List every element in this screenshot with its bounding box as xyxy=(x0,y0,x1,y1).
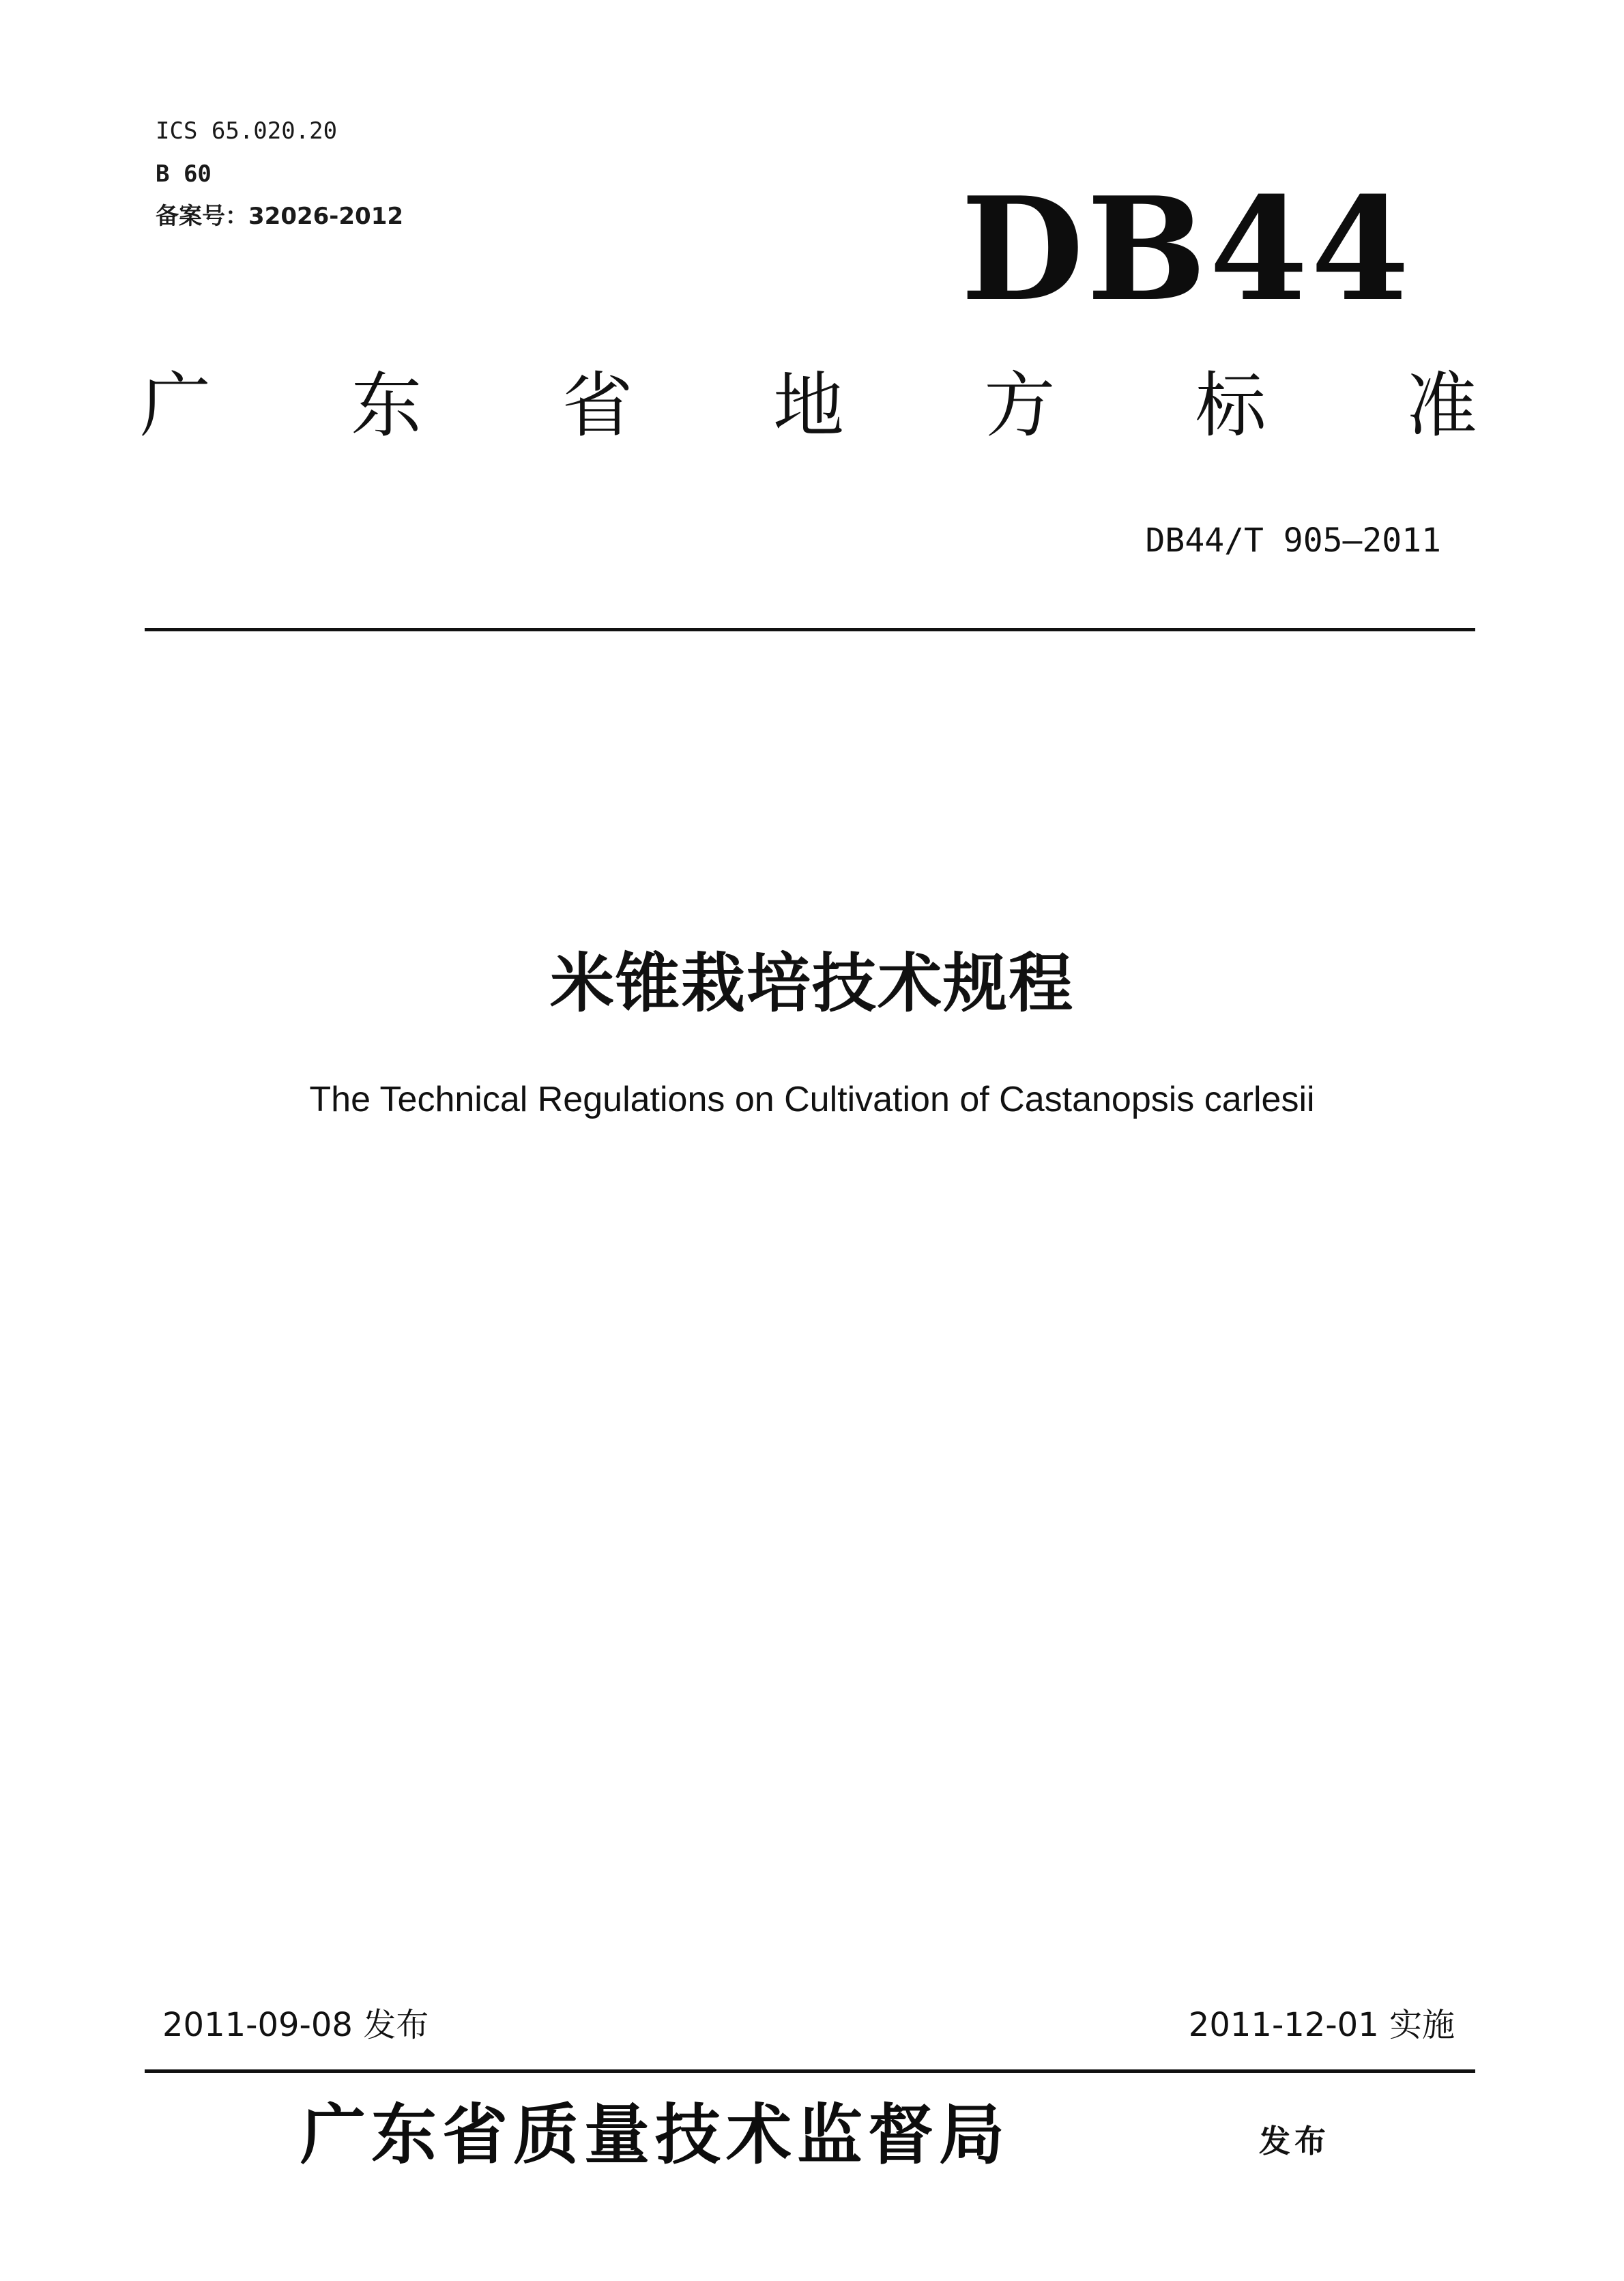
implement-date: 2011-12-01 实施 xyxy=(1188,2006,1455,2044)
standard-type-char: 准 xyxy=(1406,364,1477,447)
standard-type xyxy=(140,364,1477,447)
standard-type-char: 省 xyxy=(562,364,633,447)
title-chinese: 米锥栽培技术规程 xyxy=(549,947,1074,1021)
issue-label: 发布 xyxy=(1259,2123,1330,2160)
ics-code: ICS 65.020.20 xyxy=(156,117,338,145)
standard-type-char: 标 xyxy=(1195,364,1266,447)
standard-type-char: 方 xyxy=(984,364,1056,447)
standard-code: DB44 xyxy=(961,167,1412,333)
issue-date: 2011-09-08 发布 xyxy=(162,2006,429,2044)
standard-type-char: 东 xyxy=(351,364,422,447)
issuer-name: 广东省质量技术监督局 xyxy=(300,2096,1010,2173)
bottom-divider xyxy=(145,2069,1475,2073)
ccs-code: B 60 xyxy=(156,160,212,188)
standard-number: DB44/T 905—2011 xyxy=(1145,521,1441,560)
standard-type-char: 广 xyxy=(140,364,212,447)
standard-type-char: 地 xyxy=(772,364,844,447)
top-divider xyxy=(145,628,1475,631)
filing-number: 备案号：32026-2012 xyxy=(156,203,404,230)
title-english: The Technical Regulations on Cultivation of Castanopsis carlesii xyxy=(309,1080,1315,1119)
